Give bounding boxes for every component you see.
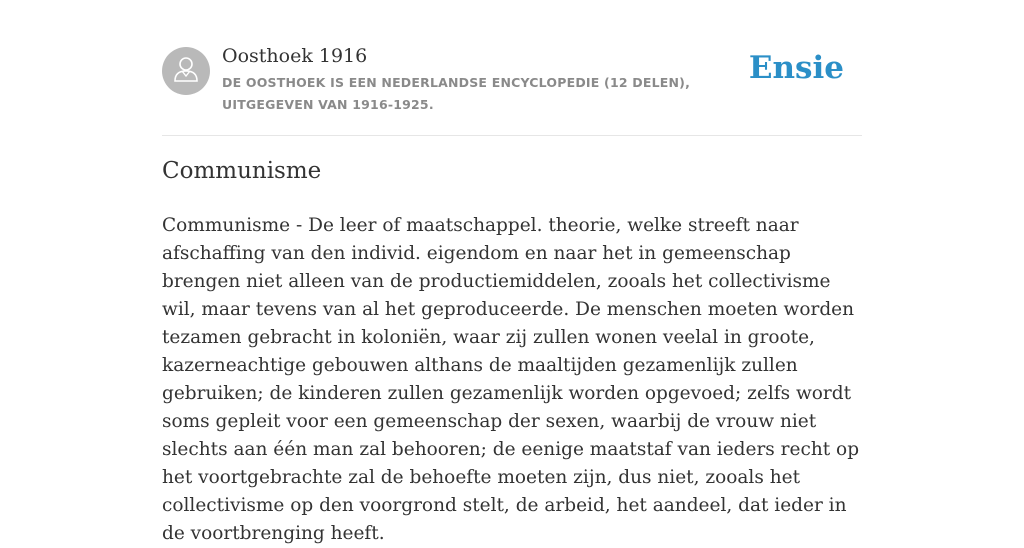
content-container <box>162 0 862 544</box>
article-title: Communisme <box>162 158 322 184</box>
source-header <box>162 0 862 136</box>
source-name[interactable]: Oosthoek 1916 <box>222 45 368 67</box>
source-description: DE OOSTHOEK IS EEN NEDERLANDSE ENCYCLOPEDIE (12 DELEN), UITGEGEVEN VAN 1916-1925. <box>222 75 691 112</box>
article-body: Communisme - De leer of maatschappel. theorie, welke streeft naar afschaffing van den individ. eigendom en naar het in gemeenschap brengen niet alleen van de productiemiddelen, zooals het collectivisme wil, maar tevens van al het geproduceerde. De menschen moeten worden tezamen gebracht in koloniën, waar zij zullen wonen veelal in groote, kazerneachtige gebouwen althans de maaltijden gezamenlijk zullen gebruiken; de kinderen zullen gezamenlijk worden opgevoed; zelfs wordt soms gepleit voor een gemeenschap der sexen, waarbij de vrouw niet slechts aan één man zal behooren; de eenige maatstaf van ieders recht op het voortgebrachte zal de behoefte moeten zijn, dus niet, zooals het collectivisme op den voorgrond stelt, de arbeid, het aandeel, dat ieder in de voortbrenging heeft. <box>162 215 860 544</box>
user-icon <box>171 54 201 89</box>
ensie-logo-link[interactable]: Ensie <box>748 50 844 86</box>
avatar[interactable] <box>162 47 210 95</box>
